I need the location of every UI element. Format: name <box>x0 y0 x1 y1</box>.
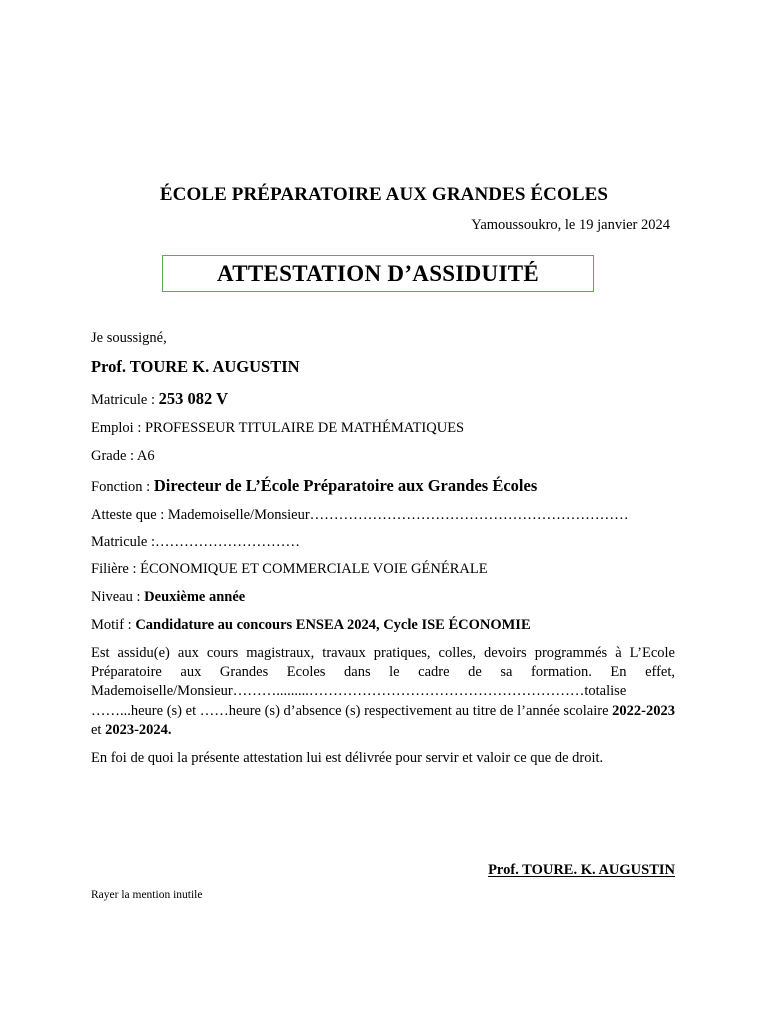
body-text-1: Est assidu(e) aux cours magistraux, travaux pratiques, colles, devoirs programmés à L’Ecole Préparatoire aux Grandes Ecoles dans le cadre de sa formation. En effet, Mademoiselle/Monsieur……….........…………………………………………………totalise ……...heure (s) et ……heure (s) d’absence (s) respectivement au titre de l’année scolaire <box>91 645 675 719</box>
student-matricule-line: Matricule :………………………… <box>91 534 301 550</box>
motif-value: Candidature au concours ENSEA 2024, Cycle ISE ÉCONOMIE <box>135 617 531 633</box>
emploi-line: Emploi : PROFESSEUR TITULAIRE DE MATHÉMATIQUES <box>91 420 465 436</box>
motif-line <box>91 617 531 634</box>
niveau-label: Niveau : <box>91 589 145 605</box>
fonction-line <box>91 476 537 496</box>
intro-text: Je soussigné, <box>91 330 167 346</box>
signature-name: Prof. TOURE. K. AUGUSTIN <box>488 862 675 878</box>
place-date: Yamoussoukro, le 19 janvier 2024 <box>471 217 670 233</box>
niveau-value: Deuxième année <box>144 589 246 605</box>
fonction-value: Directeur de L’École Préparatoire aux Grandes Écoles <box>153 476 538 495</box>
body-paragraph <box>91 644 675 740</box>
matricule-line <box>91 389 228 409</box>
motif-label: Motif : <box>91 617 136 633</box>
document-title: ATTESTATION D’ASSIDUITÉ <box>217 260 539 286</box>
document-title-box <box>162 255 594 292</box>
matricule-value: 253 082 V <box>158 389 229 408</box>
atteste-line: Atteste que : Mademoiselle/Monsieur………………………………………………………… <box>91 507 629 523</box>
year-2: 2023-2024. <box>105 721 172 738</box>
filiere-line: Filière : ÉCONOMIQUE ET COMMERCIALE VOIE GÉNÉRALE <box>91 561 488 577</box>
year-1: 2022-2023 <box>612 702 675 719</box>
fonction-label: Fonction : <box>91 479 154 495</box>
matricule-label: Matricule : <box>91 392 159 408</box>
grade-line: Grade : A6 <box>91 448 155 464</box>
footnote: Rayer la mention inutile <box>91 889 203 901</box>
school-name: ÉCOLE PRÉPARATOIRE AUX GRANDES ÉCOLES <box>159 184 609 205</box>
body-text-2: et <box>91 721 106 738</box>
closing-text: En foi de quoi la présente attestation lui est délivrée pour servir et valoir ce que de droit. <box>91 750 604 766</box>
signatory-name: Prof. TOURE K. AUGUSTIN <box>91 357 300 376</box>
niveau-line <box>91 589 245 606</box>
